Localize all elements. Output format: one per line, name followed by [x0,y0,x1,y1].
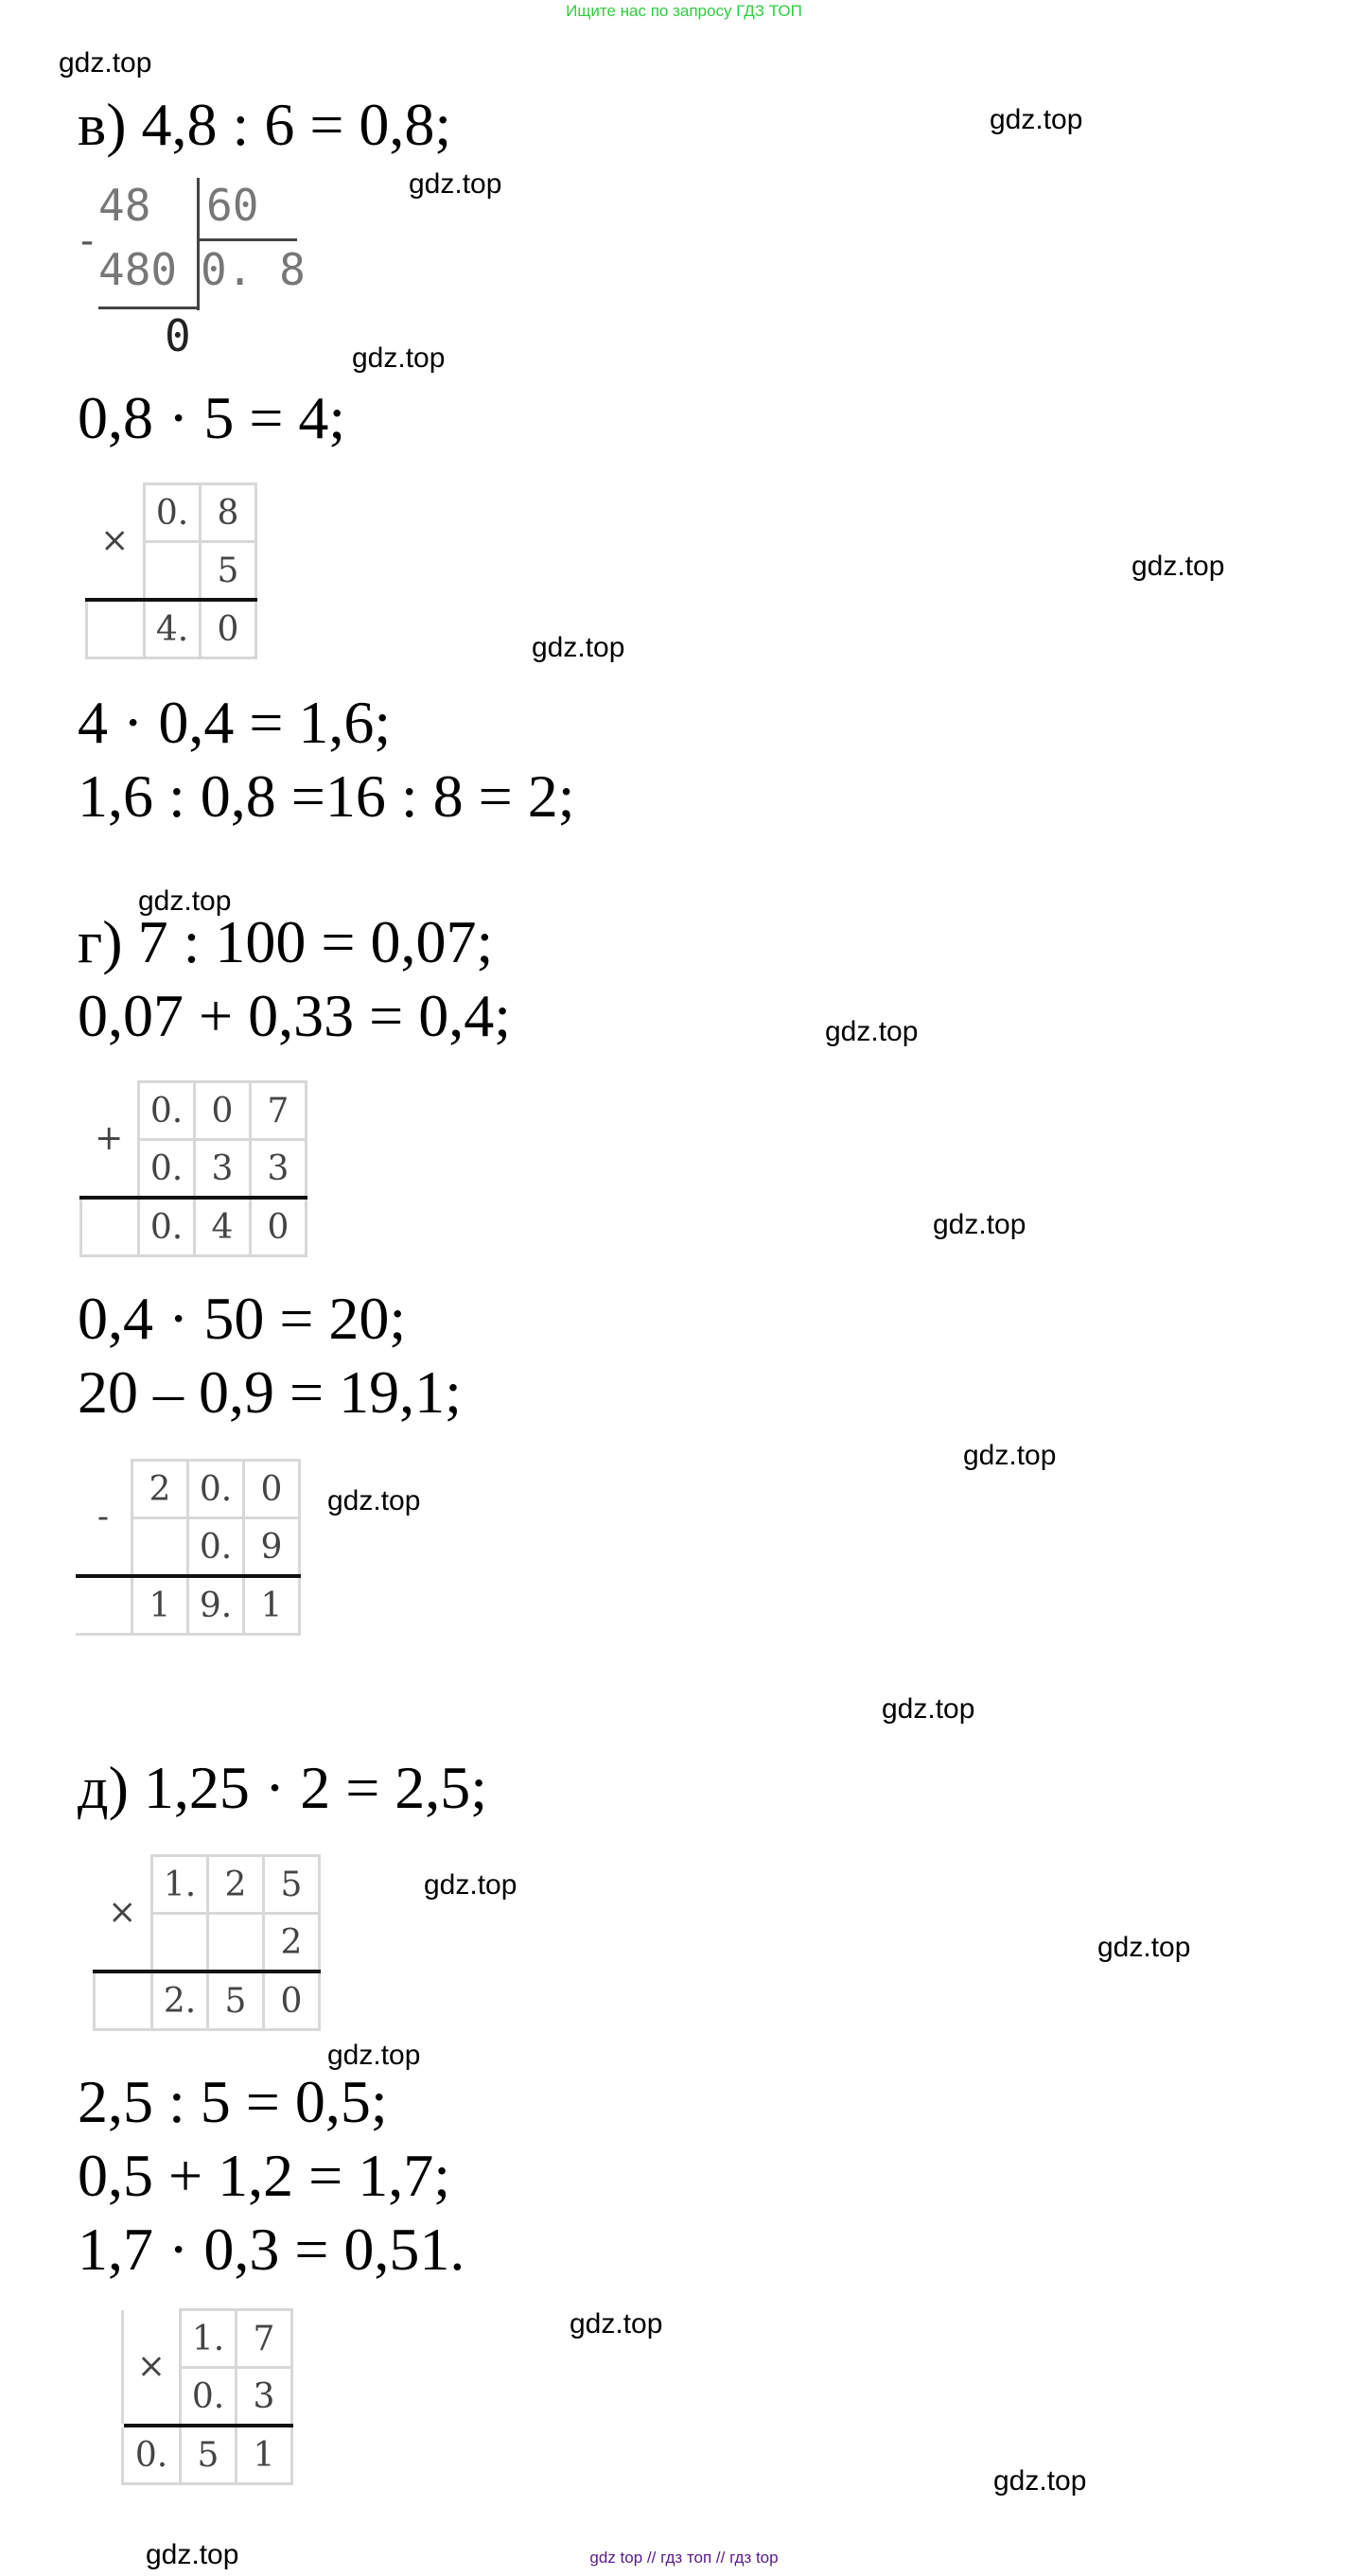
cell [121,2368,123,2427]
top-banner[interactable]: Ищите нас по запросу ГДЗ ТОП [566,2,802,20]
division-subtract-bar [98,307,199,309]
cell: 9 [244,1518,300,1577]
cell: 0. [145,484,201,542]
equation-v3: 4 · 0,4 = 1,6; [78,689,392,756]
equation-d4: 1,7 · 0,3 = 0,51. [78,2216,465,2283]
cell: 0 [244,1461,300,1518]
cell: 3 [237,2368,292,2427]
operator-cell: × [87,484,145,601]
division-quotient-bar [199,238,297,241]
cell: 5 [201,542,256,601]
cell: 8 [201,484,256,542]
cell: 2 [132,1461,188,1518]
equation-g1: г) 7 : 100 = 0,07; [78,908,494,975]
division-divisor: 60 [206,180,259,231]
cell: 5 [264,1856,320,1914]
footer-links[interactable]: gdz top // гдз топ // гдз top [589,2549,779,2567]
watermark: gdz.top [532,632,625,663]
subtraction-table [76,1459,301,1636]
watermark: gdz.top [1131,551,1225,582]
watermark: gdz.top [963,1440,1057,1471]
operator-cell: + [81,1082,139,1199]
watermark: gdz.top [352,342,446,374]
cell [95,1971,152,2030]
equation-g2: 0,07 + 0,33 = 0,4; [78,982,511,1049]
cell [208,1914,264,1972]
result-cell: 1 [132,1576,188,1635]
division-vertical-bar [197,178,200,310]
result-cell: 0. [123,2426,181,2484]
cell: 7 [237,2310,292,2368]
watermark: gdz.top [990,104,1083,135]
division-quotient: 0. 8 [201,244,306,295]
cell: 3 [195,1140,251,1199]
watermark: gdz.top [146,2539,239,2570]
watermark: gdz.top [933,1209,1026,1240]
cell [81,1198,139,1256]
watermark: gdz.top [409,168,502,200]
result-cell: 0 [264,1971,320,2030]
cell: 3 [251,1140,307,1199]
operator-cell: × [95,1856,152,1972]
result-cell: 2. [152,1971,208,2030]
division-remainder: 0 [165,310,191,361]
cell: 7 [251,1082,307,1140]
cell: 1. [152,1856,208,1914]
cell: 0. [181,2368,237,2427]
cell: 0. [139,1140,195,1199]
result-cell: 5 [208,1971,264,2030]
operator-cell: - [76,1461,132,1577]
division-subtracted: 480 [98,244,178,295]
addition-table [79,1080,307,1257]
result-cell: 1 [244,1576,300,1635]
equation-g4: 20 – 0,9 = 19,1; [78,1358,462,1426]
watermark: gdz.top [570,2308,663,2339]
multiplication-table-3 [121,2308,293,2485]
cell [132,1518,188,1577]
watermark: gdz.top [882,1693,975,1725]
equation-d1: д) 1,25 · 2 = 2,5; [78,1754,488,1821]
result-cell: 4 [195,1198,251,1256]
equation-v1: в) 4,8 : 6 = 0,8; [78,91,452,158]
multiplication-table-1 [85,482,257,659]
cell: 0. [139,1082,195,1140]
result-cell: 1 [237,2426,292,2484]
watermark: gdz.top [993,2465,1087,2497]
cell: 0. [188,1461,244,1518]
watermark: gdz.top [327,2040,421,2071]
result-cell: 9. [188,1576,244,1635]
division-dividend: 48 [98,180,151,231]
cell [76,1576,132,1635]
equation-v4: 1,6 : 0,8 =16 : 8 = 2; [78,762,575,830]
watermark: gdz.top [825,1016,919,1047]
cell: 0 [195,1082,251,1140]
cell: 1. [181,2310,237,2368]
equation-g3: 0,4 · 50 = 20; [78,1285,407,1352]
cell: 2 [208,1856,264,1914]
result-cell: 0. [139,1198,195,1256]
cell: 0. [188,1518,244,1577]
division-minus: - [76,219,99,263]
cell [152,1914,208,1972]
cell: 2 [264,1914,320,1972]
watermark: gdz.top [138,885,232,917]
watermark: gdz.top [327,1485,421,1516]
operator-cell: × [123,2310,181,2427]
result-cell: 4. [145,600,201,658]
watermark: gdz.top [424,1869,517,1901]
watermark: gdz.top [1097,1932,1191,1963]
result-cell: 5 [181,2426,237,2484]
cell [87,600,145,658]
result-cell: 0 [201,600,256,658]
equation-v2: 0,8 · 5 = 4; [78,384,346,451]
equation-d2: 2,5 : 5 = 0,5; [78,2068,388,2135]
watermark: gdz.top [59,47,152,79]
multiplication-table-2 [93,1854,321,2031]
equation-d3: 0,5 + 1,2 = 1,7; [78,2142,450,2209]
cell [145,542,201,601]
result-cell: 0 [251,1198,307,1256]
